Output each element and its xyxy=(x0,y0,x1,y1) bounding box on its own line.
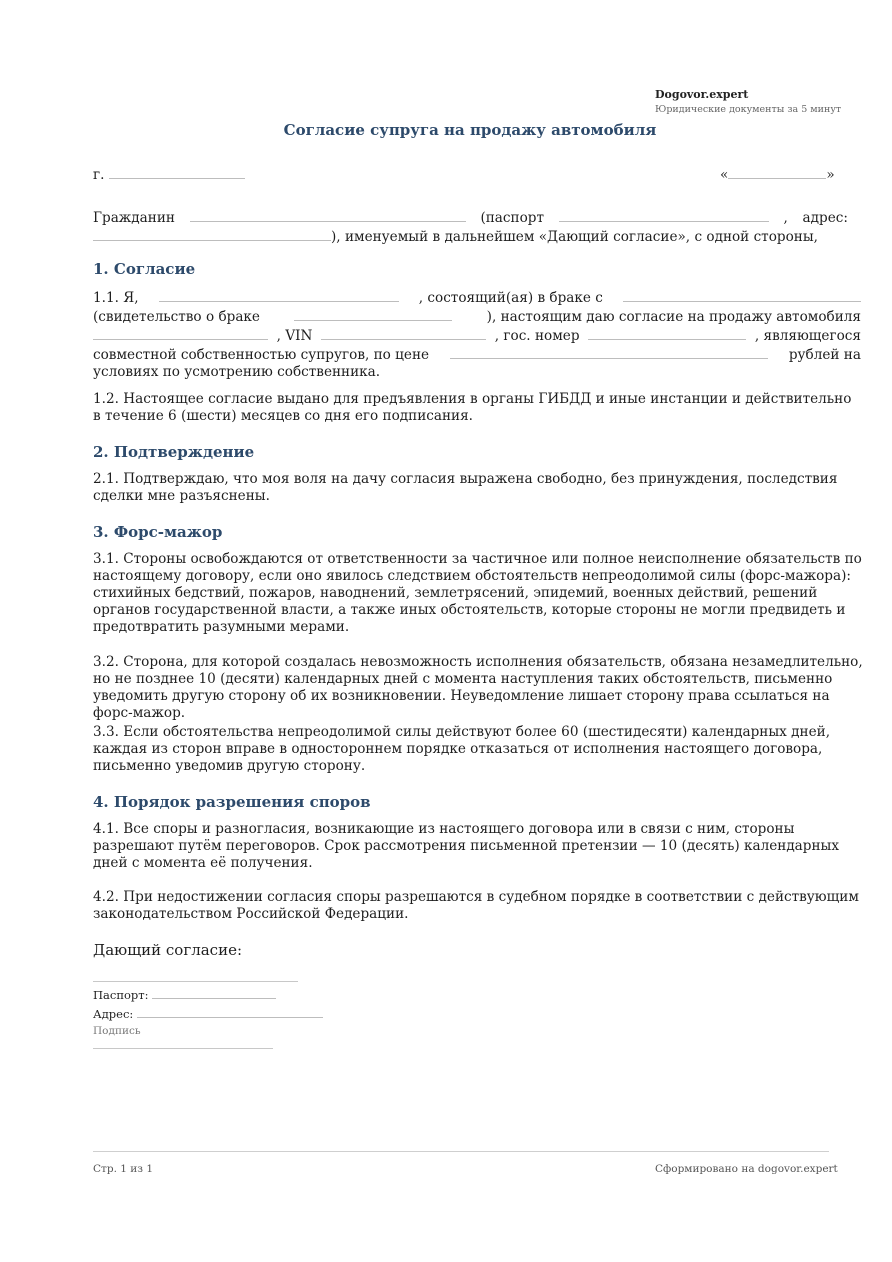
date-field[interactable] xyxy=(728,165,826,179)
clause-1-1-text-a: 1.1. Я, xyxy=(93,290,139,306)
signature-sign-label: Подпись xyxy=(93,1025,141,1037)
clause-1-1-text-j: условиях по усмотрению собственника. xyxy=(93,364,381,380)
citizen-name-field[interactable] xyxy=(190,208,466,222)
signature-name-field[interactable] xyxy=(93,981,298,982)
brand-tagline: Юридические документы за 5 минут xyxy=(655,104,842,115)
spouse-self-field[interactable] xyxy=(159,288,399,302)
clause-1-1-text-e: , VIN xyxy=(276,328,313,344)
parties-block xyxy=(93,208,848,246)
car-model-field[interactable] xyxy=(93,326,268,340)
city-prefix: г. xyxy=(93,167,105,183)
clause-1-1-text-h: совместной собственностью супругов, по цене xyxy=(93,347,430,363)
plate-number-field[interactable] xyxy=(588,326,746,340)
address-field[interactable] xyxy=(93,227,331,241)
section-4-heading: 4. Порядок разрешения споров xyxy=(93,793,371,811)
clause-3-1: 3.1. Стороны освобождаются от ответственности за частичное или полное неисполнение обязательств по настоящему договору, если оно явилось следствием обстоятельств непреодолимой силы (форс-мажора): стихийных бедствий, пожаров, наводнений, землетрясений, эпидемий, военных действий, решений органов государственной власти, а также иных обстоятельств, которые стороны не могли предвидеть и предотвратить разумными мерами. xyxy=(93,551,862,635)
parties-line-2 xyxy=(93,227,848,246)
spouse-field[interactable] xyxy=(623,288,861,302)
footer-page-number: Стр. 1 из 1 xyxy=(93,1163,154,1175)
section-1-heading: 1. Согласие xyxy=(93,260,196,278)
clause-1-1-text-c: (свидетельство о браке xyxy=(93,309,260,325)
clause-1-1-text-i: рублей на xyxy=(788,347,861,363)
vin-field[interactable] xyxy=(321,326,486,340)
city-field[interactable] xyxy=(109,165,245,179)
clause-1-2: 1.2. Настоящее согласие выдано для предъявления в органы ГИБДД и иные инстанции и действительно в течение 6 (шести) месяцев со дня его подписания. xyxy=(93,391,852,424)
signature-address-field[interactable] xyxy=(137,1006,323,1018)
section-2-heading: 2. Подтверждение xyxy=(93,443,255,461)
clause-3-3: 3.3. Если обстоятельства непреодолимой силы действуют более 60 (шестидесяти) календарных дней, каждая из сторон вправе в одностороннем порядке отказаться от исполнения настоящего договора, письменно уведомив другую сторону. xyxy=(93,724,831,774)
signature-address-label: Адрес: xyxy=(93,1007,134,1021)
clause-1-1-text-d: ), настоящим даю согласие на продажу автомобиля xyxy=(486,309,861,325)
date-close-quote: » xyxy=(826,167,835,183)
clause-1-1-line-4 xyxy=(93,345,861,364)
clause-1-1-line-2 xyxy=(93,307,861,326)
signature-passport-label: Паспорт: xyxy=(93,988,149,1002)
clause-4-1: 4.1. Все споры и разногласия, возникающие из настоящего договора или в связи с ним, стороны разрешают путём переговоров. Срок рассмотрения письменной претензии — 10 (десять) календарных дней с момента её получения. xyxy=(93,821,840,871)
signature-sign-field[interactable] xyxy=(93,1048,273,1049)
signature-address-row xyxy=(93,1006,323,1021)
clause-1-1-line-3 xyxy=(93,326,861,345)
city-line xyxy=(93,165,245,184)
parties-line-1 xyxy=(93,208,848,227)
clause-1-1-text-f: , гос. номер xyxy=(494,328,580,344)
parties-tail: ), именуемый в дальнейшем «Дающий согласие», с одной стороны, xyxy=(331,229,818,245)
footer-divider xyxy=(93,1151,829,1152)
clause-3-2: 3.2. Сторона, для которой создалась невозможность исполнения обязательств, обязана незамедлительно, но не позднее 10 (десяти) календарных дней с момента наступления таких обстоятельств, письменно уведомить другую сторону об их возникновении. Неуведомление лишает сторону права ссылаться на форс-мажор. xyxy=(93,654,863,721)
citizen-label: Гражданин xyxy=(93,210,175,226)
clause-1-1-text-b: , состоящий(ая) в браке с xyxy=(418,290,603,306)
clause-1-1-text-g: , являющегося xyxy=(754,328,861,344)
date-open-quote: « xyxy=(720,167,729,183)
clause-1-1 xyxy=(93,288,861,381)
signature-passport-field[interactable] xyxy=(152,987,276,999)
comma: , xyxy=(783,210,788,226)
passport-label: (паспорт xyxy=(480,210,544,226)
document-title: Согласие супруга на продажу автомобиля xyxy=(283,121,657,139)
signature-passport-row xyxy=(93,987,276,1002)
passport-field[interactable] xyxy=(559,208,769,222)
address-label: адрес: xyxy=(802,210,848,226)
clause-1-1-line-1 xyxy=(93,288,861,307)
date-line xyxy=(720,165,835,184)
clause-2-1: 2.1. Подтверждаю, что моя воля на дачу согласия выражена свободно, без принуждения, последствия сделки мне разъяснены. xyxy=(93,471,838,504)
brand-name: Dogovor.expert xyxy=(655,88,749,101)
clause-4-2: 4.2. При недостижении согласия споры разрешаются в судебном порядке в соответствии с действующим законодательством Российской Федерации. xyxy=(93,889,859,922)
price-field[interactable] xyxy=(450,345,768,359)
signature-heading: Дающий согласие: xyxy=(93,941,242,959)
section-3-heading: 3. Форс-мажор xyxy=(93,523,223,541)
footer-generated: Сформировано на dogovor.expert xyxy=(655,1163,838,1175)
marriage-cert-field[interactable] xyxy=(294,307,452,321)
